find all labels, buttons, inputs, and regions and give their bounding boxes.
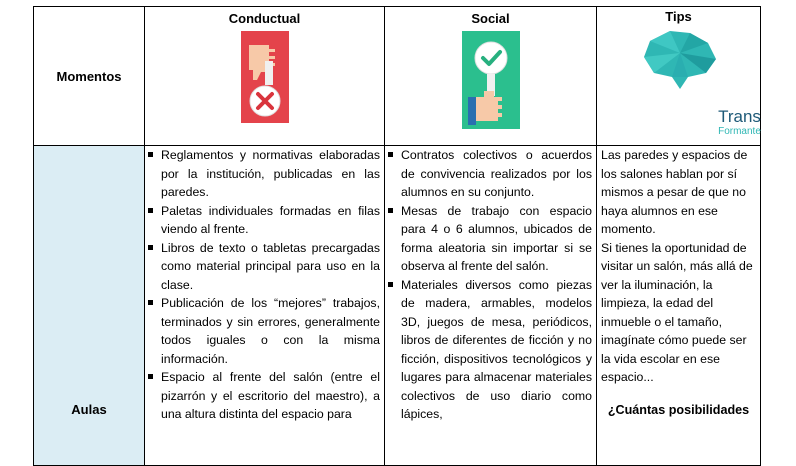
social-list <box>385 146 596 424</box>
tips-content-cell <box>597 146 761 466</box>
list-item: Materiales diversos como piezas de madera, armables, modelos 3D, juegos de mesa, periódicos, libros de diferentes de ficción y no ficción, dispositivos tecnológicos y lugares para almacenar materiales colectivos de uso diario como lápices, <box>401 276 592 424</box>
tips-question: ¿Cuántas posibilidades <box>607 402 750 417</box>
logo-subtext: Formante <box>718 125 761 137</box>
content-table <box>33 6 761 466</box>
list-item: Reglamentos y normativas elaboradas por la institución, publicadas en las paredes. <box>161 146 380 202</box>
social-content-cell <box>385 146 597 466</box>
conductual-header-cell <box>145 7 385 146</box>
conductual-content-cell <box>145 146 385 466</box>
conductual-title: Conductual <box>228 11 301 26</box>
corner-header-cell <box>34 7 145 146</box>
social-title: Social <box>471 11 510 26</box>
aulas-label-cell <box>34 146 145 466</box>
logo-text: Trans <box>718 106 761 126</box>
aulas-label: Aulas <box>71 402 107 417</box>
social-header-cell <box>385 7 597 146</box>
tips-paragraph-1: Las paredes y espacios de los salones hablan por sí mismos a pesar de que no haya alumnos en ese momento. <box>601 148 748 236</box>
conductual-list <box>145 146 384 424</box>
tips-title: Tips <box>665 9 692 24</box>
tips-paragraph-2: Si tienes la oportunidad de visitar un salón, más allá de ver la iluminación, la limpieza, la edad del inmueble o el tamaño, imagínate cómo puede ser la vida escolar en ese espacio... <box>601 240 753 384</box>
brain-logo-icon <box>636 27 722 97</box>
tips-header-cell <box>597 7 761 146</box>
thumbs-up-check-icon <box>462 31 520 129</box>
list-item: Paletas individuales formadas en filas viendo al frente. <box>161 202 380 239</box>
logo-text-block <box>710 108 770 137</box>
momentos-label: Momentos <box>56 68 122 84</box>
thumbs-down-x-icon <box>241 31 289 123</box>
list-item: Mesas de trabajo con espacio para 4 o 6 alumnos, ubicados de forma aleatoria sin importar si se observa al frente del salón. <box>401 202 592 276</box>
list-item: Libros de texto o tabletas precargadas como material principal para uso en la clase. <box>161 239 380 295</box>
list-item: Contratos colectivos o acuerdos de convivencia realizados por los alumnos en su conjunto. <box>401 146 592 202</box>
list-item: Publicación de los “mejores” trabajos, terminados y sin errores, generalmente todos iguales o con la misma información. <box>161 294 380 368</box>
list-item: Espacio al frente del salón (entre el pizarrón y el escritorio del maestro), a una altura distinta del espacio para <box>161 368 380 424</box>
